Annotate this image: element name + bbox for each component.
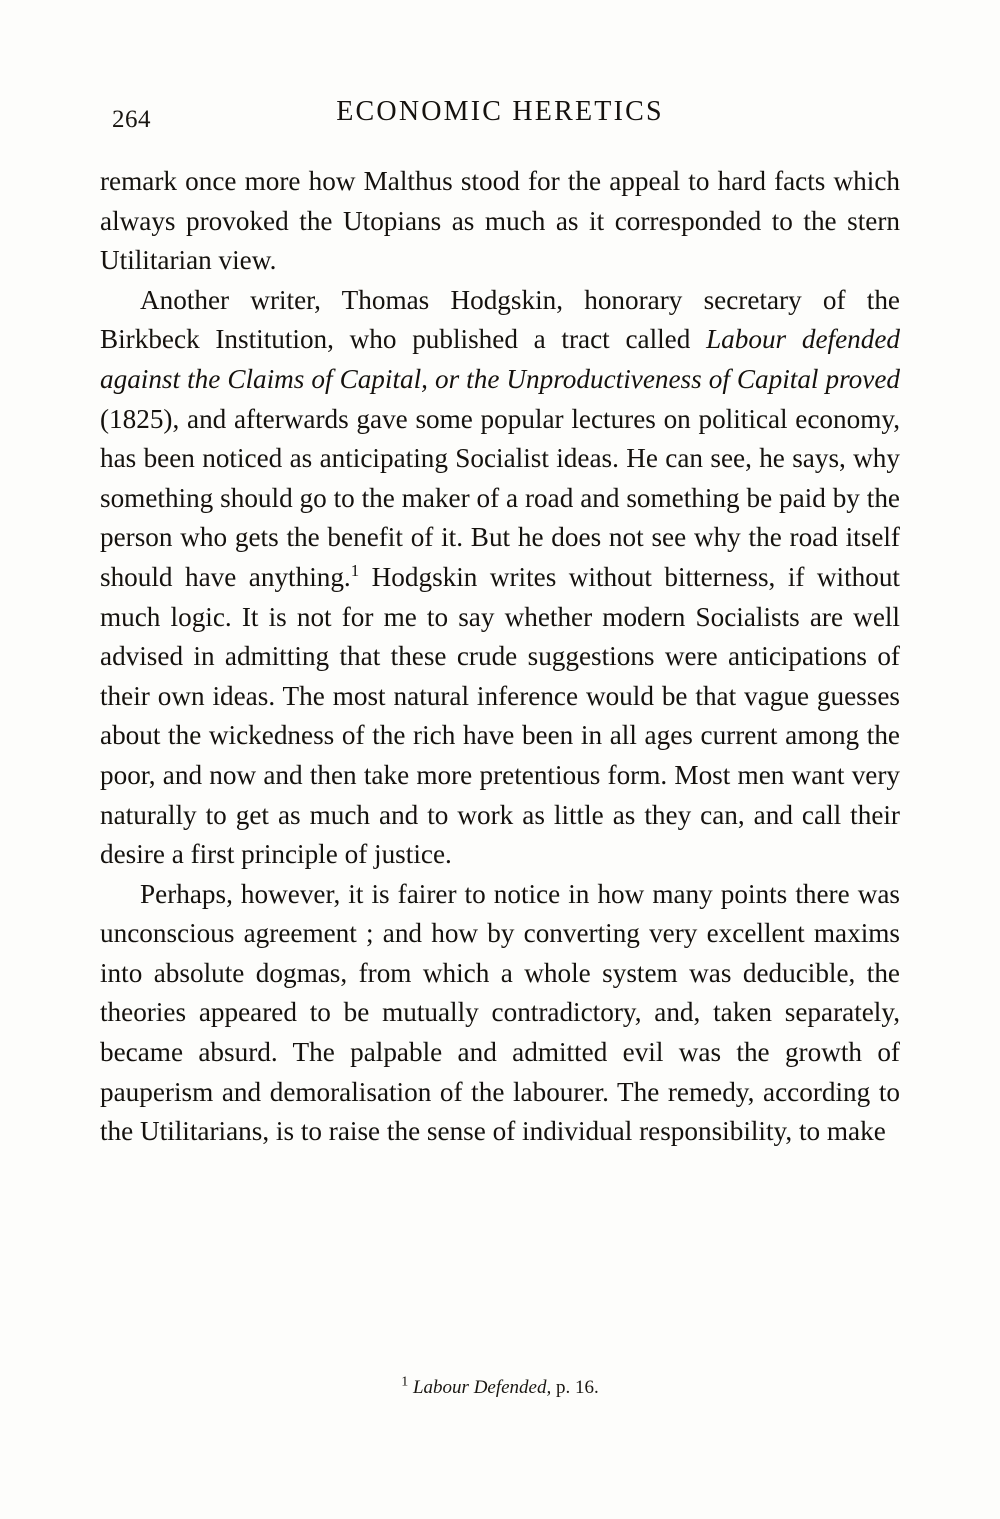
paragraph-2-middle: (1825), and afterwards gave some popular lectures on political economy, has been noticed as anticipating Socialist ideas. He can see, he says, why something should go to the maker of a road and something be paid by the person who gets the benefit of it. But he does not see why the road itself should have anything.	[100, 403, 900, 592]
running-title: ECONOMIC HERETICS	[336, 96, 664, 127]
footnote	[100, 1374, 900, 1399]
paragraph-2-tail: Hodgskin writes without bitterness, if without much logic. It is not for me to say whether modern Socialists are well advised in admitting that these crude suggestions were anticipations of their own ideas. The most natural inference would be that vague guesses about the wickedness of the rich have been in all ages current among the poor, and now and then take more pretentious form. Most men want very naturally to get as much and to work as little as they can, and call their desire a first principle of justice.	[100, 561, 900, 870]
page-number: 264	[112, 106, 151, 133]
footnote-reference-marker[interactable]: 1	[350, 560, 360, 580]
paragraph-2	[100, 281, 900, 875]
paragraph-3: Perhaps, however, it is fairer to notice in how many points there was unconscious agreement ; and how by converting very excellent maxims into absolute dogmas, from which a whole system was deducible, the theories appeared to be mutually contradictory, and, taken separately, became absurd. The palpable and admitted evil was the growth of pauperism and demoralisation of the labourer. The remedy, according to the Utilitarians, is to raise the sense of individual responsibility, to make	[100, 878, 900, 1147]
paragraph-2-lead: Another writer, Thomas Hodgskin, honorary secretary of the Birkbeck Institution, who published a tract called	[100, 284, 900, 355]
footnote-marker: 1	[401, 1374, 409, 1390]
footnote-page-reference: p. 16.	[551, 1377, 599, 1398]
footnote-title: Labour Defended,	[412, 1377, 552, 1398]
tract-title: Labour defended against the Claims of Capital, or the Unproductiveness of Capital proved	[100, 324, 900, 394]
page-header	[100, 96, 900, 136]
paragraph-1: remark once more how Malthus stood for the appeal to hard facts which always provoked the Utopians as much as it corresponded to the stern Utilitarian view.	[100, 166, 900, 276]
page-body	[100, 162, 900, 1152]
